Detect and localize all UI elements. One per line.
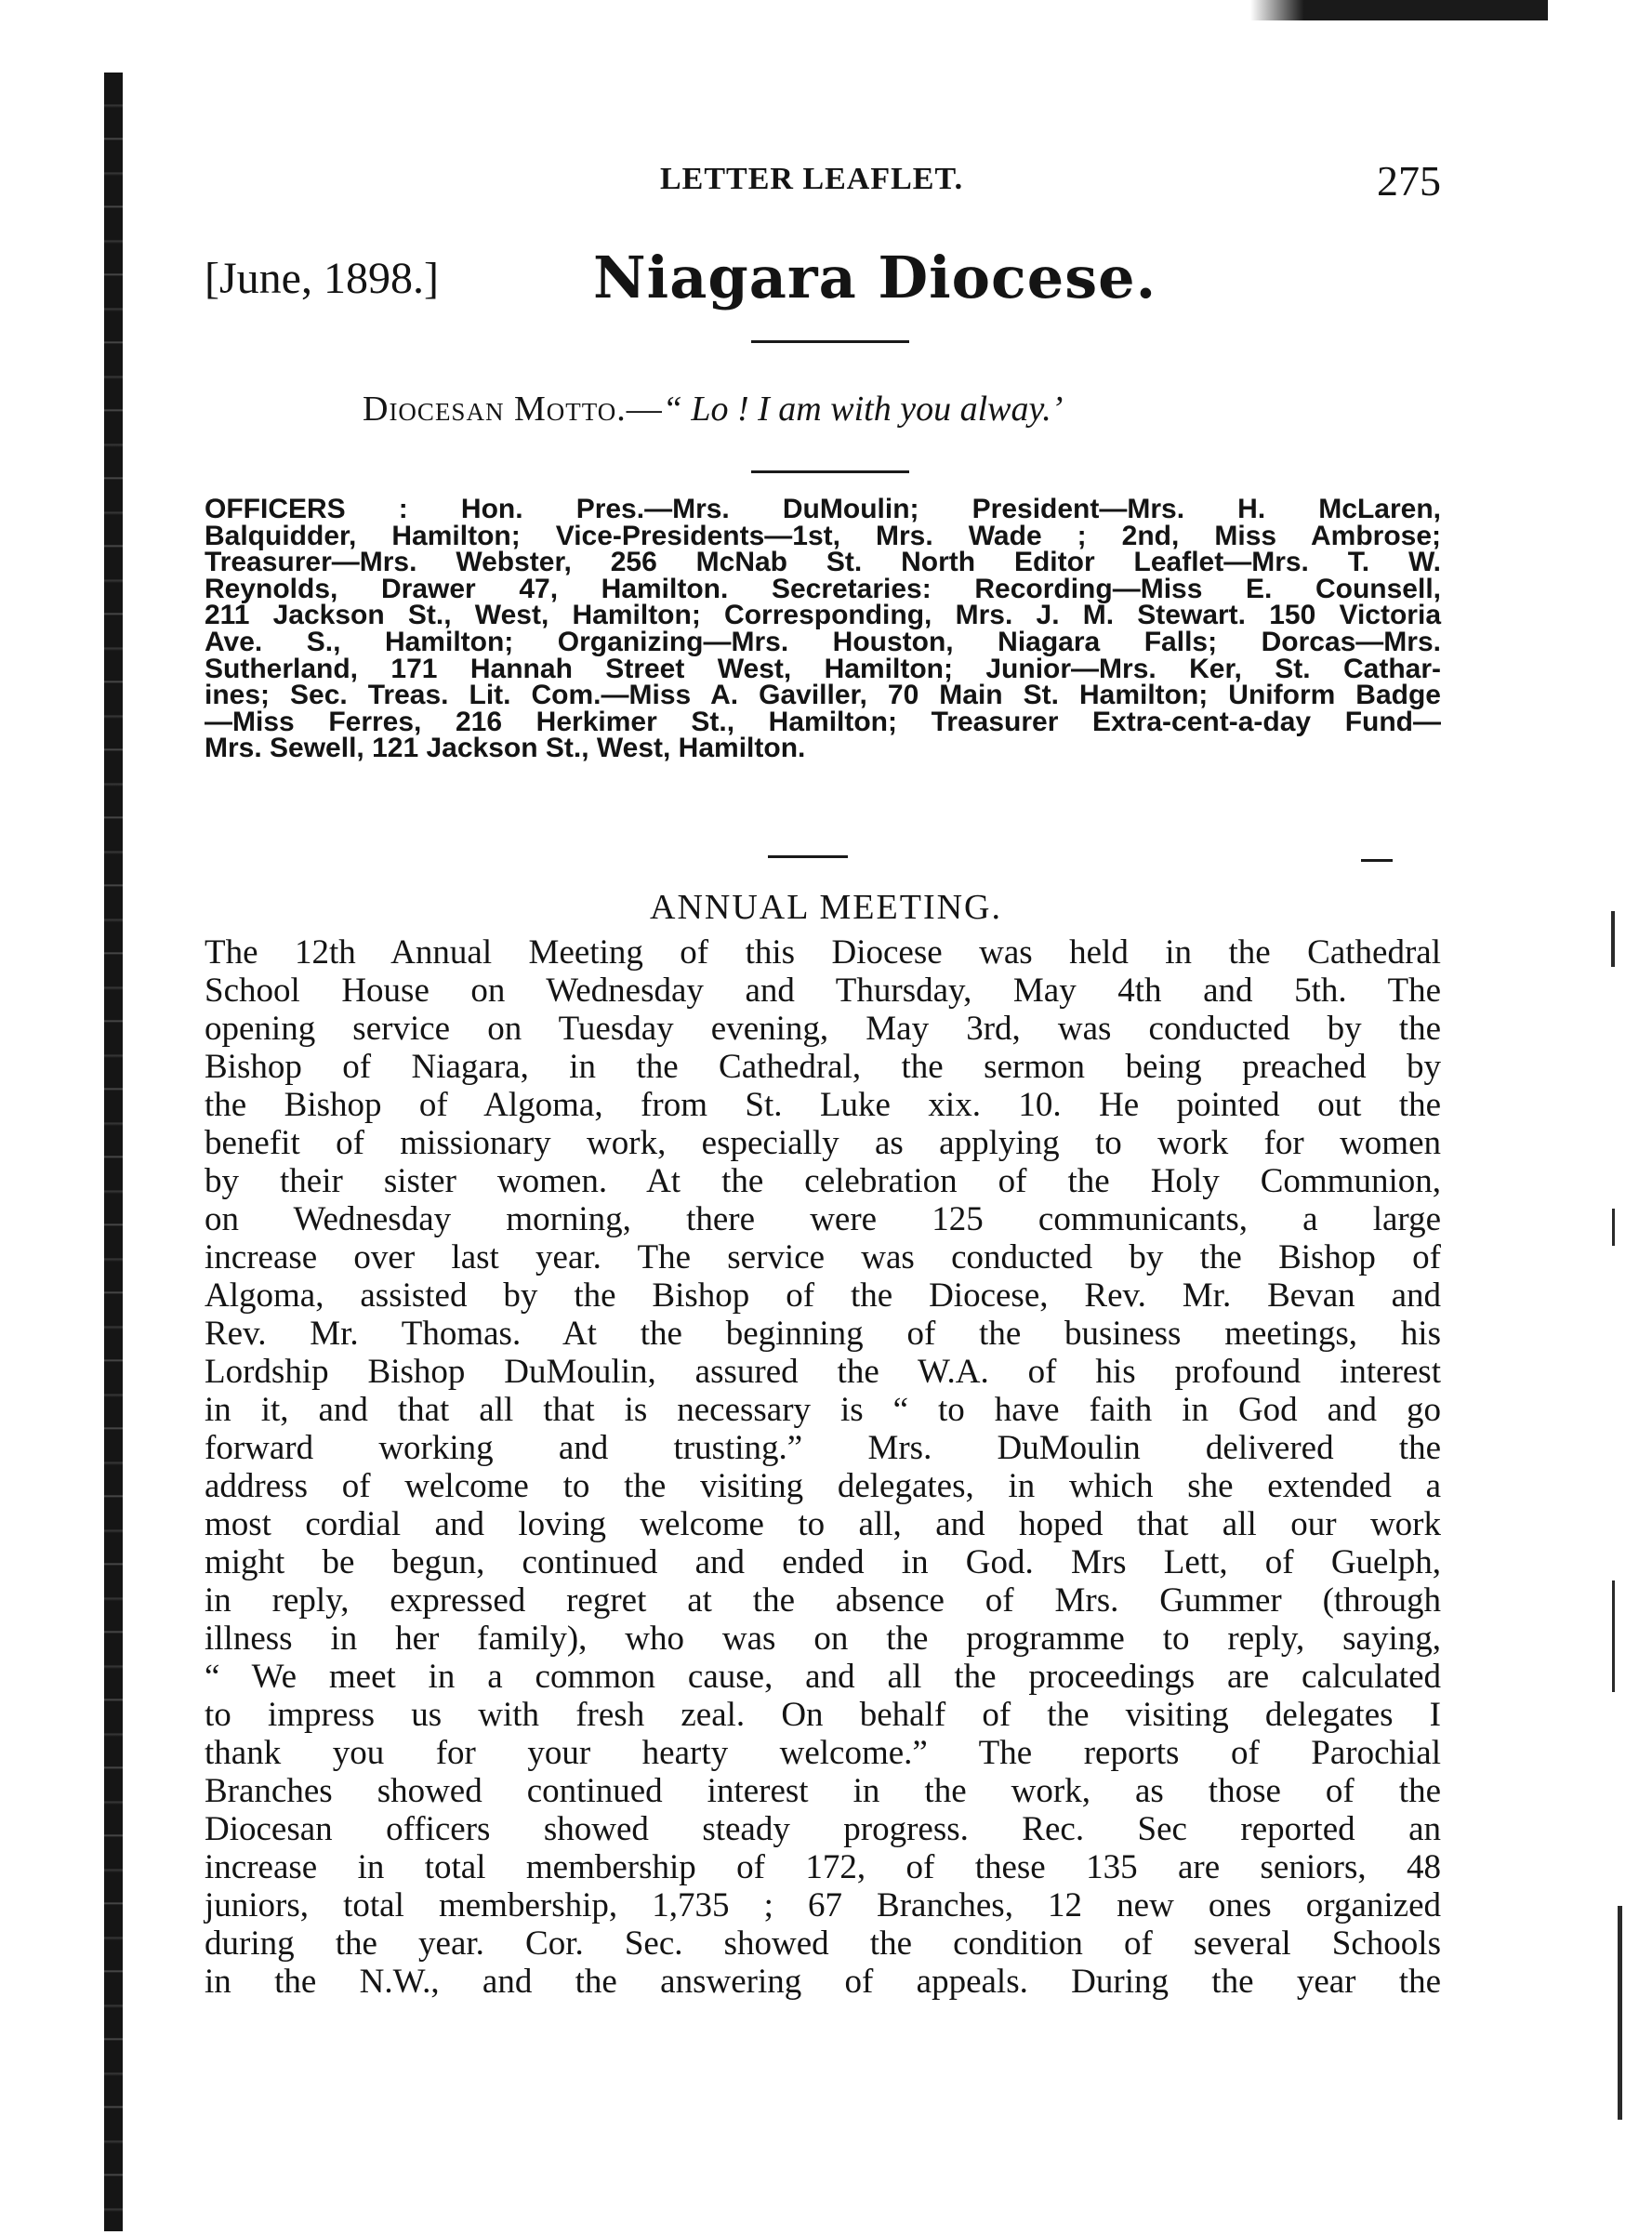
scan-speck [1618, 1906, 1622, 2120]
scan-mark [1361, 859, 1393, 862]
officers-line: OFFICERS : Hon. Pres.—Mrs. DuMoulin; President—Mrs. H. McLaren, [205, 494, 1441, 524]
officers-line: Ave. S., Hamilton; Organizing—Mrs. Houston, Niagara Falls; Dorcas—Mrs. [205, 626, 1441, 657]
body-text [205, 933, 1441, 2001]
motto-text: “ Lo ! I am with you alway.’ [662, 390, 1064, 429]
body-line: illness in her family), who was on the programme to reply, saying, [205, 1620, 1441, 1658]
section-heading: ANNUAL MEETING. [650, 888, 1002, 927]
body-line: opening service on Tuesday evening, May 3rd, was conducted by the [205, 1010, 1441, 1048]
body-line: Branches showed continued interest in the work, as those of the [205, 1772, 1441, 1810]
body-line: Bishop of Niagara, in the Cathedral, the sermon being preached by [205, 1048, 1441, 1086]
scan-speck [1612, 1209, 1615, 1246]
body-line: address of welcome to the visiting delegates, in which she extended a [205, 1467, 1441, 1505]
body-line: The 12th Annual Meeting of this Diocese was held in the Cathedral [205, 933, 1441, 972]
body-line: the Bishop of Algoma, from St. Luke xix. 10. He pointed out the [205, 1086, 1441, 1124]
body-line: to impress us with fresh zeal. On behalf of the visiting delegates I [205, 1696, 1441, 1734]
divider-rule [751, 470, 909, 473]
officers-list [205, 496, 1441, 762]
body-line: “ We meet in a common cause, and all the proceedings are calculated [205, 1658, 1441, 1696]
page-number: 275 [1377, 157, 1441, 205]
divider-rule [751, 340, 909, 343]
running-title: LETTER LEAFLET. [660, 162, 964, 196]
body-line: Diocesan officers showed steady progress. Rec. Sec reported an [205, 1810, 1441, 1848]
body-line: most cordial and loving welcome to all, and hoped that all our work [205, 1505, 1441, 1543]
officers-line: Treasurer—Mrs. Webster, 256 McNab St. North Editor Leaflet—Mrs. T. W. [205, 547, 1441, 578]
running-header [205, 156, 1441, 212]
body-line: during the year. Cor. Sec. showed the condition of several Schools [205, 1924, 1441, 1963]
body-line: in it, and that all that is necessary is “ to have faith in God and go [205, 1391, 1441, 1429]
scan-speck [1612, 1580, 1615, 1692]
officers-line: Reynolds, Drawer 47, Hamilton. Secretaries: Recording—Miss E. Counsell, [205, 573, 1441, 604]
body-line: in reply, expressed regret at the absence of Mrs. Gummer (through [205, 1581, 1441, 1620]
body-line: Algoma, assisted by the Bishop of the Diocese, Rev. Mr. Bevan and [205, 1276, 1441, 1315]
officers-line: Mrs. Sewell, 121 Jackson St., West, Hamilton. [205, 733, 806, 764]
body-line: in the N.W., and the answering of appeals. During the year the [205, 1963, 1441, 2001]
body-line: by their sister women. At the celebration of the Holy Communion, [205, 1162, 1441, 1200]
body-line: benefit of missionary work, especially as applying to work for women [205, 1124, 1441, 1162]
officers-line: 211 Jackson St., West, Hamilton; Corresponding, Mrs. J. M. Stewart. 150 Victoria [205, 600, 1441, 631]
officers-line: ines; Sec. Treas. Lit. Com.—Miss A. Gaviller, 70 Main St. Hamilton; Uniform Badge [205, 680, 1441, 711]
scan-spine-shadow [104, 73, 123, 2231]
diocesan-motto [363, 389, 1063, 430]
divider-rule [768, 855, 848, 858]
officers-line: Sutherland, 171 Hannah Street West, Hamilton; Junior—Mrs. Ker, St. Cathar- [205, 653, 1441, 684]
motto-label: Diocesan Motto.— [363, 390, 663, 429]
body-line: Rev. Mr. Thomas. At the beginning of the business meetings, his [205, 1315, 1441, 1353]
body-line: School House on Wednesday and Thursday, May 4th and 5th. The [205, 972, 1441, 1010]
scan-top-edge-bar [1250, 0, 1548, 20]
body-line: forward working and trusting.” Mrs. DuMoulin delivered the [205, 1429, 1441, 1467]
body-line: increase over last year. The service was conducted by the Bishop of [205, 1238, 1441, 1276]
officers-line: —Miss Ferres, 216 Herkimer St., Hamilton; Treasurer Extra-cent-a-day Fund— [205, 706, 1441, 737]
diocese-title: Niagara Diocese. [593, 244, 1157, 311]
body-line: juniors, total membership, 1,735 ; 67 Branches, 12 new ones organized [205, 1886, 1441, 1924]
body-line: thank you for your hearty welcome.” The reports of Parochial [205, 1734, 1441, 1772]
body-line: on Wednesday morning, there were 125 communicants, a large [205, 1200, 1441, 1238]
officers-line: Balquidder, Hamilton; Vice-Presidents—1st, Mrs. Wade ; 2nd, Miss Ambrose; [205, 520, 1441, 551]
body-line: Lordship Bishop DuMoulin, assured the W.A. of his profound interest [205, 1353, 1441, 1391]
date-line: [June, 1898.] [205, 254, 439, 303]
body-line: increase in total membership of 172, of these 135 are seniors, 48 [205, 1848, 1441, 1886]
body-line: might be begun, continued and ended in God. Mrs Lett, of Guelph, [205, 1543, 1441, 1581]
